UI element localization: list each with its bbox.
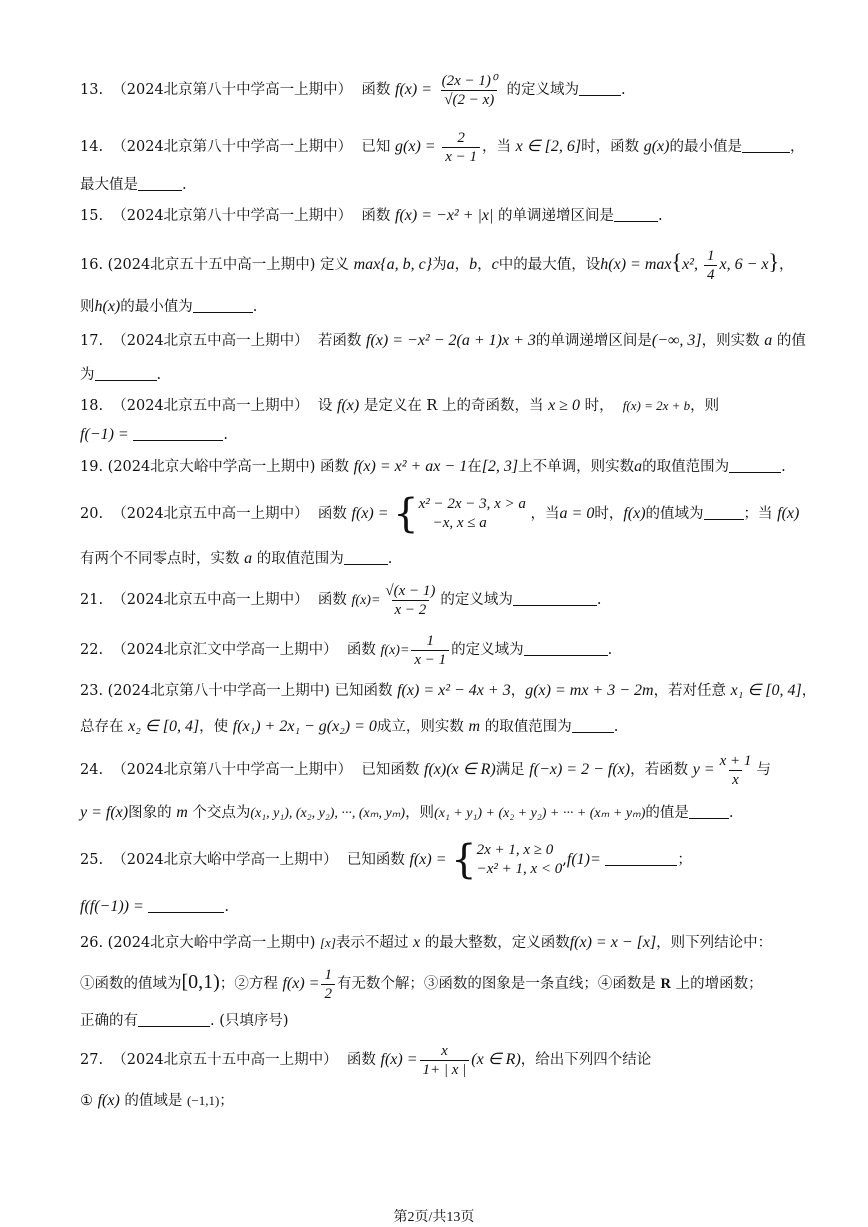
piecewise: { 2x + 1, x ≥ 0 −x² + 1, x < 0 — [451, 837, 563, 883]
answer-blank[interactable] — [133, 426, 223, 441]
answer-blank[interactable] — [689, 804, 729, 819]
question-13: 13. （2024北京第八十中学高一上期中） 函数 f(x) = $\frac{\text{(2x − 1)⁰}}{√(2 - x)}$ 的定义域为 . — [80, 72, 626, 108]
fraction: $\frac{x + 1}{x}$ — [719, 752, 752, 788]
fraction: $\frac{√(x - 1)}{x - 2}$ — [385, 582, 436, 618]
question-27: 27. （2024北京五十五中高一上期中） 函数 f(x) = $\frac{x}{1+ | x |}$ (x ∈ R)，给出下列四个结论 — [80, 1042, 652, 1078]
question-19: 19. (2024北京大峪中学高一上期中) 函数 f(x) = x² + ax − 1在[2, 3]上不单调，则实数a的取值范围为 . — [80, 458, 786, 475]
fraction: $\frac{2}{x - 1}$ — [442, 129, 480, 166]
piecewise: { x² − 2x − 3, x > a −x, x ≤ a — [393, 491, 526, 537]
question-26-line2: ①函数的值域为[0,1)；②方程 f(x) = $\frac{1}{2}$ 有无数个解；③函数的图象是一条直线；④函数是 R 上的增函数； — [80, 966, 763, 1002]
question-17: 17. （2024北京五中高一上期中） 若函数 f(x) = −x² − 2(a + 1)x + 3的单调递增区间是(−∞, 3]，则实数 a 的值 — [80, 332, 806, 349]
question-17-line2: 为 . — [80, 367, 162, 383]
fraction: $\frac{\text{(2x − 1)⁰}}{√(2 - x)}$ — [441, 72, 497, 108]
fraction: $\frac{x}{1+ | x |}$ — [420, 1042, 470, 1079]
question-16-line2: 则h(x)的最小值为 . — [80, 298, 258, 315]
question-23: 23. (2024北京第八十中学高一上期中) 已知函数 f(x) = x² − 4x + 3，g(x) = mx + 3 − 2m，若对任意 x₁ ∈ [0, 4]， — [80, 682, 817, 699]
answer-blank[interactable] — [704, 505, 744, 520]
question-18: 18. （2024北京五中高一上期中） 设 f(x) 是定义在 R 上的奇函数，当 x ≥ 0 时， f(x) = 2x + b，则 — [80, 397, 720, 414]
answer-blank[interactable] — [572, 718, 614, 733]
question-27-line2: ① f(x) 的值域是 (−1,1)； — [80, 1092, 234, 1109]
question-14: 14. （2024北京第八十中学高一上期中） 已知 g(x) = $\frac{2}{x - 1}$ ，当 x ∈ [2, 6]时，函数 g(x)的最小值是 ， — [80, 129, 805, 165]
question-22: 22. （2024北京汇文中学高一上期中） 函数 f(x)= $\frac{1}{x - 1}$ 的定义域为 . — [80, 632, 613, 668]
question-23-line2: 总存在 x₂ ∈ [0, 4]，使 f(x₁) + 2x₁ − g(x₂) = 0成立，则实数 m 的取值范围为 . — [80, 718, 619, 735]
question-25-line2: f(f(−1)) = . — [80, 898, 230, 915]
question-20-line2: 有两个不同零点时，实数 a 的取值范围为 . — [80, 550, 393, 567]
answer-blank[interactable] — [138, 176, 182, 191]
question-16: 16. (2024北京五十五中高一上期中) 定义 max{a, b, c}为a，b，c中的最大值，设h(x) = max{x², $\frac{1}{4}$ x, 6 − x}， — [80, 247, 794, 283]
answer-blank[interactable] — [729, 458, 781, 473]
question-25: 25. （2024北京大峪中学高一上期中） 已知函数 f(x) = { 2x + 1, x ≥ 0 −x² + 1, x < 0 ,f(1)= ； — [80, 837, 692, 883]
answer-blank[interactable] — [148, 898, 224, 913]
answer-blank[interactable] — [614, 207, 658, 222]
question-14-line2: 最大值是 . — [80, 177, 187, 193]
answer-blank[interactable] — [344, 550, 388, 565]
question-21: 21. （2024北京五中高一上期中） 函数 f(x)= $\frac{√(x - 1)}{x - 2}$ 的定义域为 . — [80, 582, 602, 618]
answer-blank[interactable] — [524, 641, 608, 656]
answer-blank[interactable] — [579, 81, 621, 96]
question-15: 15. （2024北京第八十中学高一上期中） 函数 f(x) = −x² + |x| 的单调递增区间是 . — [80, 207, 663, 224]
answer-blank[interactable] — [742, 138, 790, 153]
answer-blank[interactable] — [605, 851, 677, 866]
fraction: $\frac{1}{2}$ — [321, 966, 335, 1003]
question-18-line2: f(−1) = . — [80, 426, 228, 443]
fraction: $\frac{1}{4}$ — [704, 247, 718, 284]
question-26: 26. (2024北京大峪中学高一上期中) [x]表示不超过 x 的最大整数，定义函数f(x) = x − [x]，则下列结论中： — [80, 934, 773, 951]
answer-blank[interactable] — [513, 591, 597, 606]
fraction: $\frac{1}{x - 1}$ — [411, 632, 449, 669]
answer-blank[interactable] — [95, 366, 157, 381]
answer-blank[interactable] — [193, 298, 253, 313]
page-footer: 第2页/共13页 — [393, 1210, 475, 1225]
question-24-line2: y = f(x)图象的 m 个交点为(x₁, y₁), (x₂, y₂), ···, (xₘ, yₘ)，则(x₁ + y₁) + (x₂ + y₂) + ··· + (xₘ + yₘ)的值是 . — [80, 804, 734, 821]
question-20: 20. （2024北京五中高一上期中） 函数 f(x) = { x² − 2x − 3, x > a −x, x ≤ a ，当a = 0时，f(x)的值域为 ；当 f(x) — [80, 491, 800, 537]
question-24: 24. （2024北京第八十中学高一上期中） 已知函数 f(x)(x ∈ R)满足 f(−x) = 2 − f(x)，若函数 y = $\frac{x + 1}{x}$ 与 — [80, 752, 771, 788]
answer-blank[interactable] — [138, 1012, 210, 1027]
question-26-line3: 正确的有 . (只填序号) — [80, 1013, 289, 1029]
